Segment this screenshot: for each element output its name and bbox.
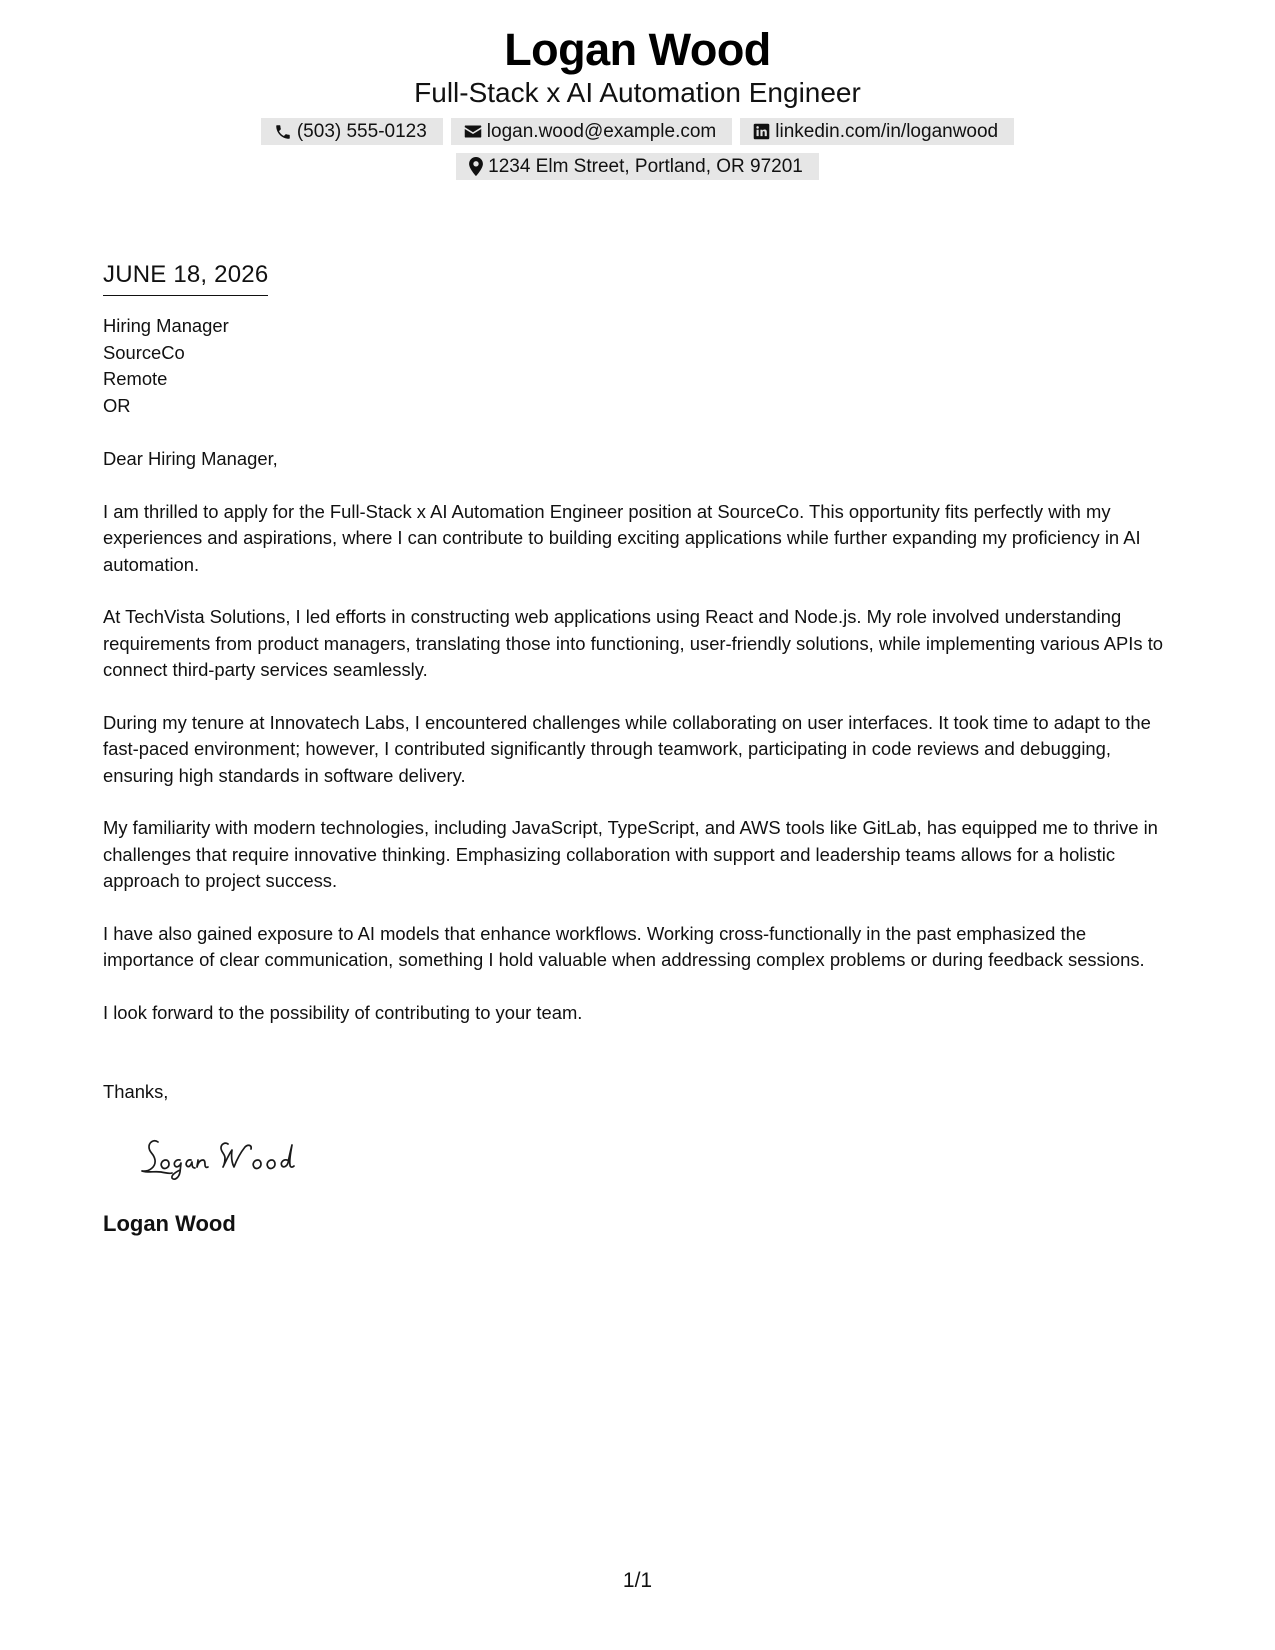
signer-name: Logan Wood bbox=[103, 1210, 236, 1236]
applicant-role: Full-Stack x AI Automation Engineer bbox=[414, 77, 861, 108]
contact-address-text: 1234 Elm Street, Portland, OR 97201 bbox=[488, 155, 803, 177]
recipient-state: OR bbox=[103, 394, 131, 416]
paragraph-technologies: My familiarity with modern technologies, including JavaScript, TypeScript, and AWS tools like GitLab, has equipped me to thrive in challenges that require innovative thinking. Emphasizing collaboration with support and leadership teams allows for a holistic approach to project success. bbox=[103, 817, 1158, 891]
contact-linkedin[interactable] bbox=[740, 118, 1014, 145]
contact-email[interactable] bbox=[451, 118, 732, 145]
letter-header bbox=[0, 22, 1275, 180]
envelope-icon bbox=[464, 124, 482, 139]
page-indicator: 1/1 bbox=[622, 1569, 653, 1592]
salutation: Dear Hiring Manager, bbox=[103, 448, 278, 469]
contact-address bbox=[456, 153, 819, 180]
contact-row-primary bbox=[0, 118, 1275, 145]
recipient-block bbox=[103, 313, 1173, 419]
map-pin-icon bbox=[469, 157, 483, 176]
contact-row-secondary bbox=[0, 153, 1275, 180]
paragraph-techvista: At TechVista Solutions, I led efforts in constructing web applications using React and Node.js. My role involved understanding requirements from product managers, translating those into functioning, user-friendly solutions, while implementing various APIs to connect third-party services seamlessly. bbox=[103, 606, 1164, 680]
paragraph-ai-exposure: I have also gained exposure to AI models that enhance workflows. Working cross-functionally in the past emphasized the importance of clear communication, something I hold valuable when addressing complex problems or during feedback sessions. bbox=[103, 922, 1145, 970]
letter-body bbox=[103, 260, 1173, 1238]
applicant-name: Logan Wood bbox=[504, 24, 771, 75]
contact-phone bbox=[261, 118, 443, 145]
paragraph-innovatech: During my tenure at Innovatech Labs, I encountered challenges while collaborating on user interfaces. It took time to adapt to the fast-paced environment; however, I contributed significantly through teamwork, participating in code reviews and debugging, ensuring high standards in software delivery. bbox=[103, 711, 1151, 786]
closing: Thanks, bbox=[103, 1081, 169, 1102]
recipient-title: Hiring Manager bbox=[103, 315, 229, 336]
handwritten-signature bbox=[136, 1128, 1173, 1186]
contact-linkedin-text: linkedin.com/in/loganwood bbox=[775, 120, 999, 142]
paragraph-intro: I am thrilled to apply for the Full-Stack x AI Automation Engineer position at SourceCo. This opportunity fits perfectly with my experiences and aspirations, where I can contribute to building exciting applications while further expanding my proficiency in AI automation. bbox=[103, 500, 1141, 575]
phone-icon bbox=[274, 123, 292, 141]
recipient-location: Remote bbox=[103, 368, 168, 389]
contact-phone-text: (503) 555-0123 bbox=[296, 120, 427, 142]
linkedin-icon bbox=[753, 123, 770, 140]
letter-date: JUNE 18, 2026 bbox=[103, 260, 268, 296]
contact-email-text: logan.wood@example.com bbox=[486, 120, 717, 142]
paragraph-closing-remark: I look forward to the possibility of contributing to your team. bbox=[103, 1001, 583, 1023]
recipient-company: SourceCo bbox=[103, 341, 185, 363]
